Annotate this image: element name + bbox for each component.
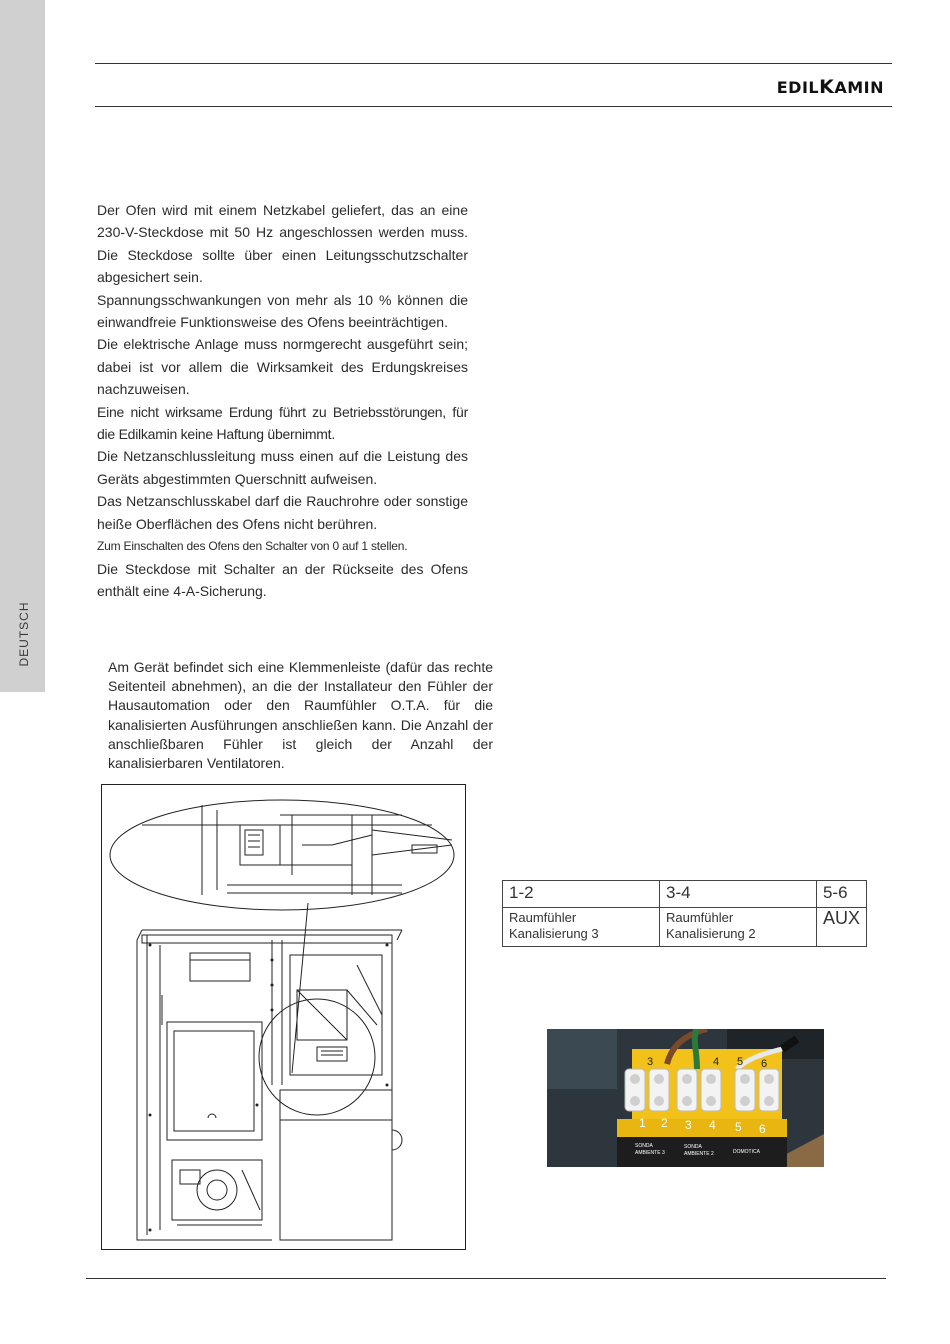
terminal-assignment-table: [502, 880, 867, 947]
photo-bottom-number: 3: [685, 1118, 692, 1132]
intro-paragraph: Die Steckdose mit Schalter an der Rückseite des Ofens enthält eine 4-A-Sicherung.: [97, 560, 468, 599]
logo-part-edil: EDIL: [776, 78, 820, 97]
photo-label: AMBIENTE 2: [684, 1151, 714, 1157]
table-header-cell: 1-2: [503, 881, 660, 908]
electrical-connection-text: [97, 199, 468, 602]
photo-label: DOMOTICA: [733, 1149, 760, 1155]
terminal-strip-text: Am Gerät befindet sich eine Klemmenleiste (dafür das rechte Seitenteil abnehmen), an die der Installateur den Fühler der Hausautomation oder den Raumfühler O.T.A. für die kanalisierten Ausführungen anschließen kann. Die Anzahl der anschließbaren Fühler ist gleich der Anzahl der kanalisierbaren Ventilatoren.: [108, 659, 493, 772]
table-header-cell: 5-6: [816, 881, 866, 908]
language-tab: [0, 0, 45, 692]
photo-bottom-number: 6: [759, 1122, 766, 1136]
terminal-block-photo: [547, 1029, 824, 1167]
stove-drawing: [102, 785, 466, 1250]
logo-part-amin: AMIN: [834, 78, 884, 97]
intro-paragraph: Die elektrische Anlage muss normgerecht ausgeführt sein; dabei ist vor allem die Wirksamkeit des Erdungskreises nachzuweisen.: [97, 336, 468, 398]
photo-top-number: 5: [737, 1056, 744, 1068]
intro-paragraph: Die Netzanschlussleitung muss einen auf die Leistung des Geräts abgestimmten Querschnitt aufweisen.: [97, 448, 468, 487]
photo-bottom-number: 1: [639, 1116, 646, 1130]
footer-rule: [86, 1278, 886, 1279]
intro-paragraph: Spannungsschwankungen von mehr als 10 % können die einwandfreie Funktionsweise des Ofens beeinträchtigen.: [97, 291, 468, 331]
header-rule-top: [95, 63, 892, 64]
photo-bottom-number: 5: [735, 1120, 742, 1134]
photo-label: AMBIENTE 3: [635, 1150, 665, 1156]
photo-bottom-number: 2: [661, 1116, 668, 1130]
photo-top-number: 4: [713, 1056, 720, 1068]
intro-paragraph: Zum Einschalten des Ofens den Schalter von 0 auf 1 stellen.: [97, 539, 408, 554]
logo-letter-k: K: [819, 76, 835, 98]
photo-top-number: 6: [761, 1058, 768, 1070]
terminal-block-illustration: [547, 1029, 824, 1167]
header-rule-bottom: [95, 106, 892, 107]
language-tab-label: DEUTSCH: [17, 601, 31, 667]
table-header-row: [503, 881, 867, 908]
edilkamin-logo: [777, 76, 884, 98]
intro-paragraph: Eine nicht wirksame Erdung führt zu Betriebsstörungen, für die Edilkamin keine Haftung übernimmt.: [97, 403, 468, 443]
intro-paragraph: Der Ofen wird mit einem Netzkabel geliefert, das an eine 230-V-Steckdose mit 50 Hz angeschlossen werden muss. Die Steckdose sollte über einen Leitungsschutzschalter abgesichert sein.: [97, 202, 468, 286]
table-header-cell: 3-4: [659, 881, 816, 908]
photo-top-number: 3: [647, 1056, 654, 1068]
photo-label: SONDA: [635, 1143, 653, 1149]
photo-label: SONDA: [684, 1144, 702, 1150]
photo-bottom-number: 4: [709, 1118, 716, 1132]
table-cell: Raumfühler Kanalisierung 2: [659, 908, 816, 947]
table-cell: AUX: [816, 908, 866, 947]
table-row: [503, 908, 867, 947]
intro-paragraph: Das Netzanschlusskabel darf die Rauchrohre oder sonstige heiße Oberflächen des Ofens nicht berühren.: [97, 493, 468, 532]
stove-terminal-location-figure: [101, 784, 466, 1250]
table-cell: Raumfühler Kanalisierung 3: [503, 908, 660, 947]
